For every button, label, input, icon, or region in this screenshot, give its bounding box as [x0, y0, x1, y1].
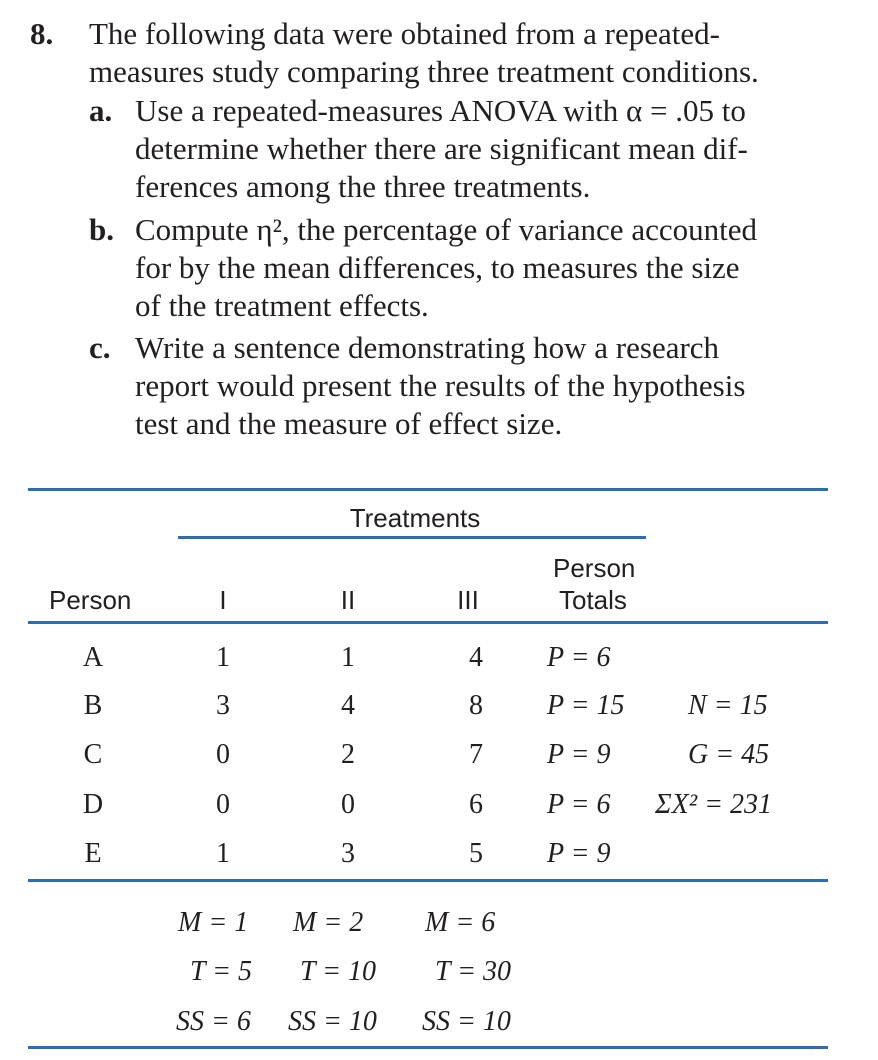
value-cell: 3	[341, 838, 355, 869]
summary-sum-x2: ΣX² = 231	[655, 789, 773, 820]
stat-t-iii: T = 30	[435, 956, 511, 987]
person-totals-header-1: Person	[553, 553, 636, 583]
person-column-header: Person	[49, 585, 132, 615]
person-total-cell: P = 6	[547, 642, 611, 673]
treatment-iii-header: III	[457, 585, 479, 615]
value-cell: 3	[216, 690, 230, 721]
value-cell: 7	[469, 739, 483, 770]
value-cell: 1	[216, 642, 230, 673]
table-bottom-rule	[28, 1046, 828, 1049]
body-bottom-rule	[28, 879, 828, 882]
table-top-rule	[28, 488, 828, 491]
value-cell: 2	[341, 739, 355, 770]
stat-ss-ii: SS = 10	[288, 1006, 377, 1037]
person-total-cell: P = 9	[547, 838, 611, 869]
value-cell: 8	[469, 690, 483, 721]
stat-t-i: T = 5	[190, 956, 252, 987]
treatments-rule	[178, 536, 646, 539]
part-c-line-1: Write a sentence demonstrating how a research	[135, 330, 720, 365]
header-bottom-rule	[28, 621, 828, 624]
problem-intro-line-2: measures study comparing three treatment conditions.	[89, 54, 759, 89]
person-total-cell: P = 9	[547, 739, 611, 770]
part-b-line-1: Compute η², the percentage of variance accounted	[135, 212, 757, 247]
value-cell: 6	[469, 789, 483, 820]
part-b-label: b.	[89, 212, 114, 247]
person-cell: A	[82, 642, 104, 673]
part-b-line-2: for by the mean differences, to measures the size	[135, 250, 740, 285]
person-cell: B	[83, 690, 103, 721]
stat-m-ii: M = 2	[293, 907, 364, 938]
problem-number: 8.	[30, 16, 54, 51]
person-cell: E	[84, 838, 102, 869]
value-cell: 4	[469, 642, 483, 673]
value-cell: 5	[469, 838, 483, 869]
stat-m-iii: M = 6	[425, 907, 496, 938]
summary-n: N = 15	[688, 690, 768, 721]
part-a-label: a.	[89, 93, 113, 128]
part-a-line-2: determine whether there are significant mean dif-	[135, 131, 748, 166]
treatment-i-header: I	[219, 585, 227, 615]
value-cell: 4	[341, 690, 355, 721]
person-cell: C	[83, 739, 103, 770]
treatments-header: Treatments	[349, 503, 481, 533]
person-total-cell: P = 15	[547, 690, 625, 721]
value-cell: 1	[216, 838, 230, 869]
person-cell: D	[82, 789, 104, 820]
value-cell: 0	[341, 789, 355, 820]
person-totals-header-2: Totals	[559, 585, 627, 615]
part-a-line-1: Use a repeated-measures ANOVA with α = .05 to	[135, 93, 746, 128]
part-a-line-3: ferences among the three treatments.	[135, 169, 591, 204]
stat-ss-i: SS = 6	[176, 1006, 251, 1037]
treatment-ii-header: II	[340, 585, 356, 615]
stat-m-i: M = 1	[178, 907, 249, 938]
stat-ss-iii: SS = 10	[422, 1006, 511, 1037]
summary-g: G = 45	[688, 739, 770, 770]
part-c-line-3: test and the measure of effect size.	[135, 406, 563, 441]
stat-t-ii: T = 10	[300, 956, 376, 987]
value-cell: 1	[341, 642, 355, 673]
value-cell: 0	[216, 739, 230, 770]
value-cell: 0	[216, 789, 230, 820]
person-total-cell: P = 6	[547, 789, 611, 820]
problem-intro-line-1: The following data were obtained from a repeated-	[89, 16, 720, 51]
part-c-line-2: report would present the results of the hypothesis	[135, 368, 746, 403]
part-b-line-3: of the treatment effects.	[135, 288, 429, 323]
part-c-label: c.	[89, 330, 111, 365]
